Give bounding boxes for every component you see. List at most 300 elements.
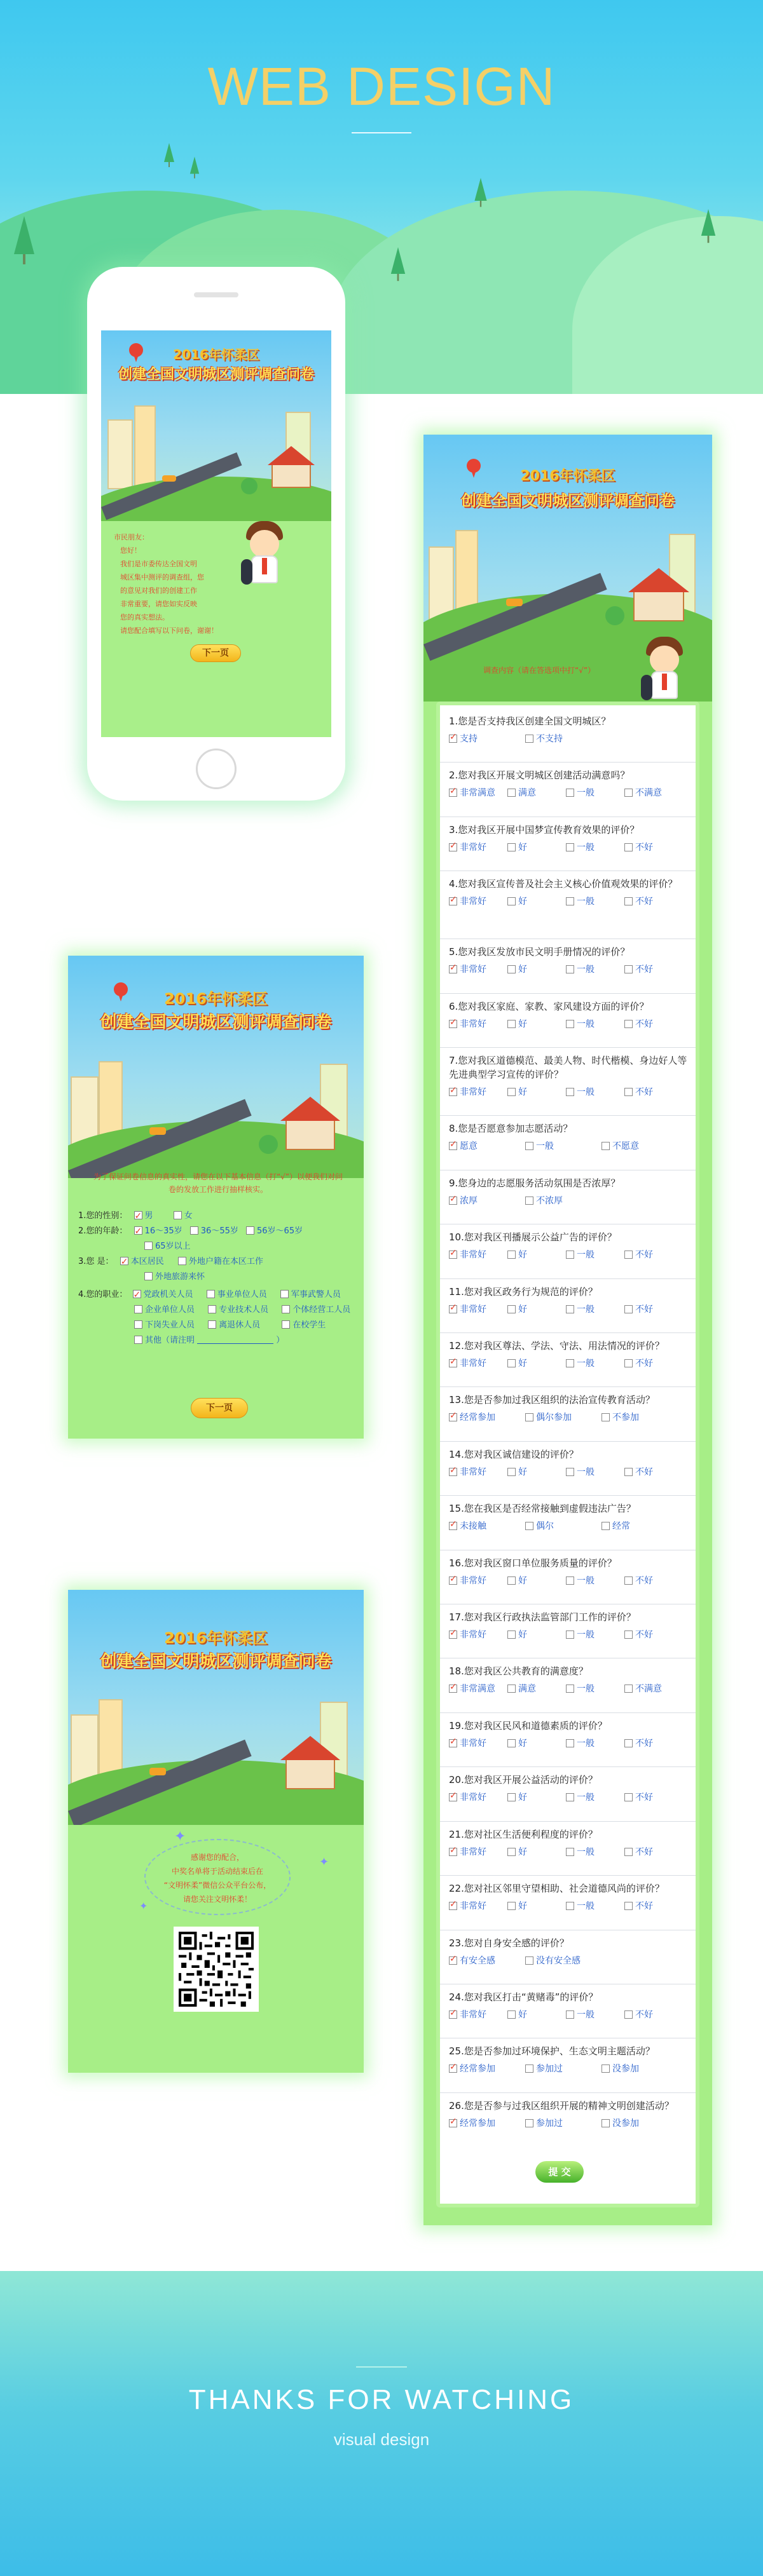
poster-year: 2016年怀柔区: [164, 1629, 268, 1647]
checkbox[interactable]: [449, 1956, 457, 1965]
answer-option[interactable]: [624, 1845, 683, 1858]
checkbox[interactable]: [246, 1226, 254, 1235]
answer-option[interactable]: [601, 1519, 678, 1532]
checkbox[interactable]: [525, 1413, 533, 1421]
option[interactable]: 军事武警人员: [280, 1290, 341, 1299]
answer-option[interactable]: [449, 1682, 507, 1695]
checkbox[interactable]: [208, 1320, 216, 1329]
checkbox[interactable]: [601, 1522, 610, 1530]
checkbox[interactable]: [507, 1088, 516, 1096]
answer-option[interactable]: [449, 963, 507, 975]
survey-question: [449, 1176, 696, 1207]
answer-option[interactable]: [449, 1519, 525, 1532]
question-title: 25.您是否参加过环境保护、生态文明主题活动？: [449, 2045, 655, 2057]
checkbox[interactable]: [120, 1257, 128, 1265]
checkbox[interactable]: [566, 1359, 574, 1367]
option[interactable]: 56岁～65岁: [246, 1226, 303, 1236]
answer-option[interactable]: [624, 1791, 683, 1803]
checkbox[interactable]: [566, 2010, 574, 2019]
answer-option[interactable]: [507, 1737, 566, 1749]
option[interactable]: ✓ 本区居民: [120, 1257, 164, 1266]
answer-option[interactable]: [449, 2062, 525, 2075]
option[interactable]: 专业技术人员: [208, 1303, 279, 1318]
answer-option[interactable]: [525, 732, 601, 745]
question-options: [449, 2062, 696, 2075]
question-title: 21.您对社区生活便利程度的评价？: [449, 1829, 598, 1840]
tree-icon: [164, 143, 174, 162]
survey-question: [449, 2099, 696, 2129]
checkbox[interactable]: [449, 1196, 457, 1205]
answer-option[interactable]: [566, 1085, 624, 1098]
answer-label: 不好: [635, 2010, 653, 2020]
answer-option[interactable]: [449, 1248, 507, 1261]
checkbox[interactable]: [507, 1359, 516, 1367]
checkbox[interactable]: [624, 843, 633, 851]
checkbox[interactable]: [566, 1305, 574, 1313]
answer-option[interactable]: [624, 1737, 683, 1749]
answer-option[interactable]: [624, 1628, 683, 1641]
answer-option[interactable]: [507, 1017, 566, 1030]
answer-option[interactable]: [449, 1194, 525, 1207]
checkbox[interactable]: [207, 1290, 215, 1298]
answer-label: 没参加: [612, 2118, 639, 2129]
checkbox[interactable]: [178, 1257, 186, 1265]
option[interactable]: 女: [174, 1211, 193, 1221]
answer-option[interactable]: [507, 1628, 566, 1641]
answer-option[interactable]: [449, 1791, 507, 1803]
survey-question: [449, 1664, 696, 1695]
checkbox[interactable]: [507, 1576, 516, 1585]
survey-question: [449, 1936, 696, 1967]
checkbox[interactable]: [566, 1739, 574, 1747]
answer-option[interactable]: [449, 1574, 507, 1587]
checkbox[interactable]: [525, 1956, 533, 1965]
checkbox[interactable]: [507, 1630, 516, 1639]
answer-option[interactable]: [507, 2008, 566, 2021]
checkbox[interactable]: [566, 1020, 574, 1028]
answer-option[interactable]: [449, 1845, 507, 1858]
option[interactable]: 外地旅游来怀: [144, 1272, 205, 1282]
answer-option[interactable]: [624, 1303, 683, 1315]
checkbox[interactable]: [144, 1242, 153, 1250]
answer-label: 一般: [577, 1087, 595, 1097]
answer-option[interactable]: [449, 1357, 507, 1369]
thanks-line: 感谢您的配合，: [190, 1853, 244, 1862]
survey-question: [449, 945, 696, 975]
answer-option[interactable]: [507, 1791, 566, 1803]
answer-option[interactable]: [624, 1682, 683, 1695]
answer-option[interactable]: [624, 1248, 683, 1261]
checkbox[interactable]: [624, 2010, 633, 2019]
checkbox[interactable]: [174, 1211, 182, 1219]
answer-option[interactable]: [566, 1248, 624, 1261]
answer-option[interactable]: [449, 1411, 525, 1423]
answer-label: 满意: [518, 788, 536, 798]
answer-option[interactable]: [507, 1248, 566, 1261]
checkbox[interactable]: [624, 1020, 633, 1028]
answer-option[interactable]: [601, 2062, 678, 2075]
answer-option[interactable]: [566, 1682, 624, 1695]
checkbox[interactable]: [525, 1142, 533, 1150]
answer-option[interactable]: [566, 1017, 624, 1030]
question-title: 6.您对我区家庭、家教、家风建设方面的评价？: [449, 1001, 649, 1012]
answer-option[interactable]: [449, 1628, 507, 1641]
checkbox[interactable]: [190, 1226, 198, 1235]
answer-label: 非常好: [460, 843, 486, 853]
star-icon: ✦: [319, 1855, 329, 1869]
car-icon: [149, 1127, 166, 1135]
answer-option[interactable]: [566, 1737, 624, 1749]
checkbox[interactable]: [449, 1902, 457, 1910]
answer-label: 非常好: [460, 897, 486, 907]
checkbox[interactable]: [449, 1685, 457, 1693]
answer-option[interactable]: [566, 1791, 624, 1803]
question-options: [449, 1248, 696, 1261]
checkbox[interactable]: [507, 897, 516, 905]
answer-label: 非常满意: [460, 1684, 495, 1694]
answer-option[interactable]: [449, 1465, 507, 1478]
checkbox[interactable]: [449, 2119, 457, 2127]
checkbox[interactable]: [566, 1848, 574, 1856]
checkbox[interactable]: [449, 1793, 457, 1801]
answer-option[interactable]: [624, 1899, 683, 1912]
checkbox[interactable]: [507, 1848, 516, 1856]
option[interactable]: ✓ 男: [134, 1211, 153, 1221]
checkbox[interactable]: [282, 1320, 290, 1329]
checkbox[interactable]: [525, 1522, 533, 1530]
answer-option[interactable]: [507, 786, 566, 799]
poster-header: [101, 330, 331, 521]
option[interactable]: ✓ 16～35岁: [134, 1226, 182, 1236]
divider: [440, 1712, 696, 1713]
mascot-character: [646, 637, 684, 700]
checkbox[interactable]: [449, 2010, 457, 2019]
checkbox[interactable]: [449, 1020, 457, 1028]
checkbox[interactable]: [449, 1305, 457, 1313]
option[interactable]: 个体经营工人员: [282, 1305, 350, 1315]
checkbox[interactable]: [449, 1251, 457, 1259]
checkbox[interactable]: [566, 1088, 574, 1096]
checkbox[interactable]: [507, 1468, 516, 1476]
checkbox[interactable]: [507, 1020, 516, 1028]
answer-option[interactable]: [525, 1954, 601, 1967]
question-title: 7.您对我区道德模范、最美人物、时代楷模、身边好人等先进典型学习宣传的评价？: [449, 1055, 687, 1080]
checkbox[interactable]: [566, 1902, 574, 1910]
answer-option[interactable]: [624, 2008, 683, 2021]
question-title: 15.您在我区是否经常接触到虚假违法广告？: [449, 1503, 636, 1514]
answer-option[interactable]: [566, 1357, 624, 1369]
answer-option[interactable]: [507, 1085, 566, 1098]
answer-option[interactable]: [507, 963, 566, 975]
answer-option[interactable]: [507, 1357, 566, 1369]
answer-option[interactable]: [449, 786, 507, 799]
checkbox[interactable]: [449, 1142, 457, 1150]
answer-label: 好: [518, 1739, 527, 1749]
checkbox[interactable]: [507, 1305, 516, 1313]
answer-label: 不好: [635, 843, 653, 853]
checkbox[interactable]: [624, 1305, 633, 1313]
bush: [241, 478, 258, 494]
option[interactable]: 企业单位人员: [134, 1303, 205, 1318]
checkbox[interactable]: [507, 1685, 516, 1693]
question-title: 19.您对我区民风和道德素质的评价？: [449, 1720, 607, 1732]
checkbox[interactable]: [507, 1902, 516, 1910]
answer-option[interactable]: [449, 2008, 507, 2021]
checkbox[interactable]: [134, 1211, 142, 1219]
checkbox[interactable]: [601, 2119, 610, 2127]
option[interactable]: 在校学生: [282, 1320, 326, 1330]
answer-option[interactable]: [507, 1303, 566, 1315]
answer-option[interactable]: [601, 1139, 678, 1152]
checkbox[interactable]: [133, 1290, 141, 1298]
checkbox[interactable]: [525, 735, 533, 743]
survey-question: [449, 1339, 696, 1369]
checkbox[interactable]: [507, 965, 516, 973]
option[interactable]: ✓ 党政机关人员: [133, 1287, 204, 1303]
checkbox[interactable]: [449, 1576, 457, 1585]
answer-label: 非常满意: [460, 788, 495, 798]
checkbox[interactable]: [624, 1848, 633, 1856]
checkbox[interactable]: [566, 1630, 574, 1639]
checkbox[interactable]: [449, 1468, 457, 1476]
checkbox[interactable]: [134, 1226, 142, 1235]
answer-option[interactable]: [566, 2008, 624, 2021]
answer-option[interactable]: [525, 2062, 601, 2075]
answer-label: 愿意: [460, 1141, 478, 1151]
question-options: [449, 1574, 696, 1587]
answer-label: 不好: [635, 1630, 653, 1640]
answer-option[interactable]: [624, 963, 683, 975]
checkbox[interactable]: [525, 2119, 533, 2127]
survey-question: [449, 1285, 696, 1315]
answer-label: 偶尔: [536, 1521, 554, 1531]
answer-option[interactable]: [507, 1845, 566, 1858]
checkbox[interactable]: [208, 1305, 216, 1313]
answer-option[interactable]: [449, 1139, 525, 1152]
question-title: 10.您对我区刊播展示公益广告的评价？: [449, 1231, 617, 1243]
checkbox[interactable]: [449, 1522, 457, 1530]
answer-option[interactable]: [449, 732, 525, 745]
answer-option[interactable]: [566, 1465, 624, 1478]
answer-option[interactable]: [624, 841, 683, 853]
checkbox[interactable]: [134, 1305, 142, 1313]
answer-label: 好: [518, 1847, 527, 1857]
answer-label: 非常好: [460, 1739, 486, 1749]
checkbox[interactable]: [566, 1468, 574, 1476]
checkbox[interactable]: [624, 897, 633, 905]
checkbox[interactable]: [624, 789, 633, 797]
answer-option[interactable]: [525, 1519, 601, 1532]
answer-label: 一般: [577, 1901, 595, 1911]
checkbox[interactable]: [144, 1272, 153, 1280]
answer-option[interactable]: [525, 1194, 601, 1207]
option[interactable]: 事业单位人员: [207, 1287, 278, 1303]
residence-row: [78, 1254, 358, 1270]
divider: [440, 1875, 696, 1876]
checkbox[interactable]: [449, 1630, 457, 1639]
option[interactable]: 下岗失业人员: [134, 1318, 205, 1333]
checkbox[interactable]: [507, 789, 516, 797]
occupation-row-3: [78, 1318, 358, 1333]
answer-option[interactable]: [566, 841, 624, 853]
answer-option[interactable]: [566, 1899, 624, 1912]
answer-label: 不好: [635, 1359, 653, 1369]
checkbox[interactable]: [449, 1739, 457, 1747]
home-button[interactable]: [196, 749, 237, 789]
checkbox[interactable]: [134, 1320, 142, 1329]
checkbox[interactable]: [449, 843, 457, 851]
answer-option[interactable]: [624, 1357, 683, 1369]
checkbox[interactable]: [566, 965, 574, 973]
answer-option[interactable]: [624, 895, 683, 907]
checkbox[interactable]: [449, 789, 457, 797]
answer-option[interactable]: [449, 1954, 525, 1967]
answer-option[interactable]: [566, 1574, 624, 1587]
answer-option[interactable]: [449, 1899, 507, 1912]
answer-label: 非常好: [460, 1250, 486, 1260]
checkbox[interactable]: [566, 1793, 574, 1801]
answer-option[interactable]: [507, 1465, 566, 1478]
checkbox[interactable]: [449, 1088, 457, 1096]
checkbox[interactable]: [624, 1739, 633, 1747]
checkbox[interactable]: [566, 843, 574, 851]
answer-option[interactable]: [507, 1574, 566, 1587]
checkbox[interactable]: [449, 735, 457, 743]
checkbox[interactable]: [449, 2064, 457, 2073]
checkbox[interactable]: [507, 1793, 516, 1801]
option-other[interactable]: 其他（请注明: [134, 1336, 195, 1345]
house: [272, 464, 311, 488]
option[interactable]: 外地户籍在本区工作: [178, 1257, 263, 1266]
submit-button[interactable]: 提 交: [535, 2161, 584, 2183]
checkbox[interactable]: [624, 1088, 633, 1096]
other-input[interactable]: [197, 1335, 273, 1344]
answer-option[interactable]: [507, 1899, 566, 1912]
answer-option[interactable]: [525, 1411, 601, 1423]
residence-label: 3.您 是：: [78, 1257, 114, 1266]
option[interactable]: 离退休人员: [208, 1318, 279, 1333]
checkbox[interactable]: [282, 1305, 290, 1313]
question-options: [449, 1791, 696, 1803]
checkbox[interactable]: [566, 789, 574, 797]
checkbox[interactable]: [507, 843, 516, 851]
answer-option[interactable]: [566, 1303, 624, 1315]
answer-label: 好: [518, 897, 527, 907]
answer-label: 非常好: [460, 1087, 486, 1097]
checkbox[interactable]: [624, 1576, 633, 1585]
answer-option[interactable]: [449, 1017, 507, 1030]
answer-label: 不参加: [612, 1413, 639, 1423]
divider: [352, 132, 411, 133]
checkbox[interactable]: [566, 1251, 574, 1259]
answer-option[interactable]: [566, 786, 624, 799]
answer-option[interactable]: [525, 1139, 601, 1152]
checkbox[interactable]: [624, 1251, 633, 1259]
survey-question: [449, 877, 696, 907]
answer-option[interactable]: [449, 1737, 507, 1749]
answer-option[interactable]: [566, 1628, 624, 1641]
answer-option[interactable]: [624, 1465, 683, 1478]
option[interactable]: 65岁以上: [144, 1242, 191, 1251]
next-page-button[interactable]: 下一页: [190, 644, 241, 662]
poster-header: [68, 956, 364, 1178]
age-label: 2.您的年龄：: [78, 1226, 128, 1236]
answer-option[interactable]: [449, 895, 507, 907]
answer-option[interactable]: [507, 841, 566, 853]
checkbox[interactable]: [624, 1902, 633, 1910]
answer-label: 非常好: [460, 1793, 486, 1803]
answer-label: 一般: [577, 1305, 595, 1315]
answer-label: 不愿意: [612, 1141, 639, 1151]
question-options: [449, 1628, 696, 1641]
question-options: [449, 841, 696, 853]
checkbox[interactable]: [566, 897, 574, 905]
checkbox[interactable]: [449, 1413, 457, 1421]
answer-option[interactable]: [525, 2117, 601, 2129]
answer-label: 不好: [635, 1847, 653, 1857]
survey-question: [449, 823, 696, 853]
checkbox[interactable]: [134, 1336, 142, 1344]
checkbox[interactable]: [601, 1413, 610, 1421]
answer-label: 一般: [577, 1847, 595, 1857]
tree-icon: [701, 209, 715, 236]
answer-option[interactable]: [449, 1085, 507, 1098]
checkbox[interactable]: [601, 1142, 610, 1150]
answer-option[interactable]: [449, 2117, 525, 2129]
answer-option[interactable]: [624, 1017, 683, 1030]
answer-option[interactable]: [566, 895, 624, 907]
checkbox[interactable]: [449, 1359, 457, 1367]
checkbox[interactable]: [601, 2064, 610, 2073]
checkbox[interactable]: [624, 1793, 633, 1801]
answer-option[interactable]: [507, 1682, 566, 1695]
answer-option[interactable]: [566, 1845, 624, 1858]
answer-option[interactable]: [566, 963, 624, 975]
checkbox[interactable]: [525, 1196, 533, 1205]
answer-label: 好: [518, 1250, 527, 1260]
option[interactable]: 36～55岁: [190, 1226, 238, 1236]
checkbox[interactable]: [507, 1739, 516, 1747]
checkbox[interactable]: [449, 1848, 457, 1856]
checkbox[interactable]: [624, 965, 633, 973]
checkbox[interactable]: [449, 965, 457, 973]
checkbox[interactable]: [525, 2064, 533, 2073]
checkbox[interactable]: [624, 1685, 633, 1693]
divider: [440, 1386, 696, 1387]
occupation-row: [78, 1287, 358, 1303]
checkbox[interactable]: [449, 897, 457, 905]
checkbox[interactable]: [624, 1359, 633, 1367]
checkbox[interactable]: [280, 1290, 289, 1298]
answer-option[interactable]: [601, 1411, 678, 1423]
checkbox[interactable]: [566, 1685, 574, 1693]
checkbox[interactable]: [624, 1630, 633, 1639]
checkbox[interactable]: [566, 1576, 574, 1585]
next-page-button[interactable]: 下一页: [191, 1398, 248, 1418]
answer-label: 非常好: [460, 1630, 486, 1640]
answer-option[interactable]: [601, 2117, 678, 2129]
answer-option[interactable]: [449, 1303, 507, 1315]
answer-option[interactable]: [449, 841, 507, 853]
checkbox[interactable]: [507, 1251, 516, 1259]
answer-option[interactable]: [507, 895, 566, 907]
answer-option[interactable]: [624, 1574, 683, 1587]
answer-option[interactable]: [624, 1085, 683, 1098]
building: [134, 405, 156, 489]
answer-option[interactable]: [624, 786, 683, 799]
checkbox[interactable]: [624, 1468, 633, 1476]
checkbox[interactable]: [507, 2010, 516, 2019]
